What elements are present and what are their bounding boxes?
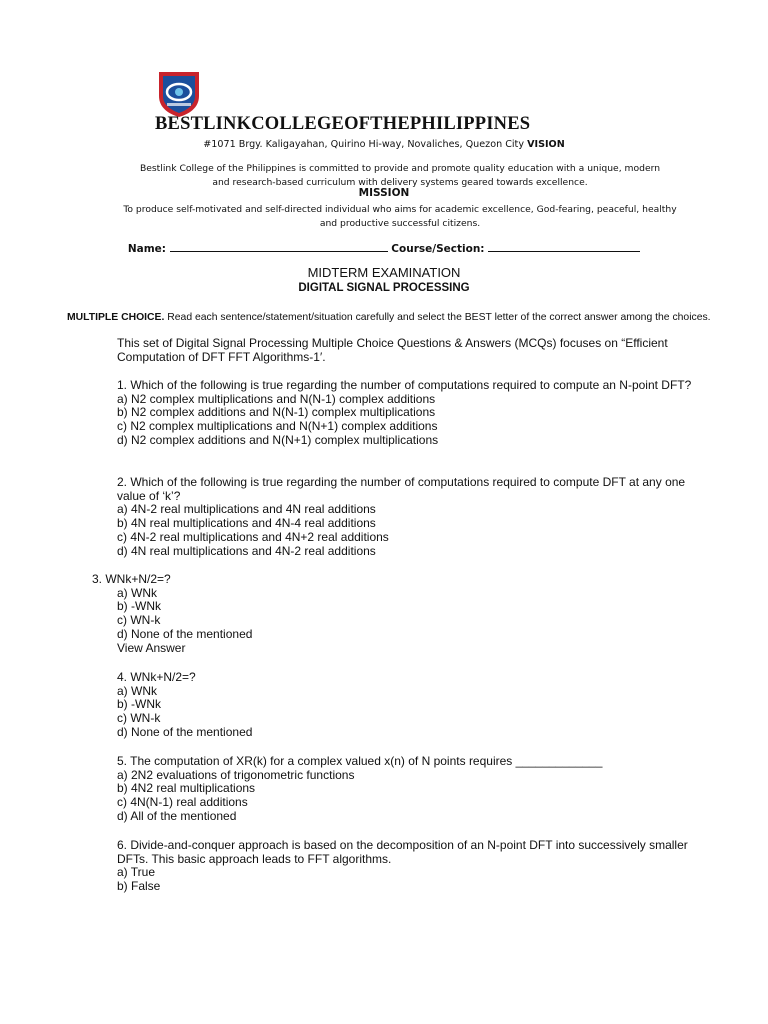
question-6 [117,839,697,894]
question-2 [117,476,697,558]
option-b[interactable]: b) -WNk [117,697,161,712]
option-a[interactable]: a) True [117,865,156,880]
option-d[interactable]: d) All of the mentioned [117,808,237,823]
option-c[interactable]: c) 4N-2 real multiplications and 4N+2 real additions [117,529,389,544]
option-d[interactable]: d) None of the mentioned [117,724,253,739]
address-text: #1071 Brgy. Kaligayahan, Quirino Hi-way, Novaliches, Quezon City [203,139,525,150]
question-text: 6. Divide-and-conquer approach is based on the decomposition of an N-point DFT into successively smaller DFTs. This basic approach leads to FFT algorithms. [117,838,688,866]
instructions [67,312,717,325]
question-4 [117,671,697,740]
intro-text: This set of Digital Signal Processing Multiple Choice Questions & Answers (MCQs) focuses on “Efficient Computation of DFT FFT Algorithms-1′. [117,336,668,364]
exam-subject: DIGITAL SIGNAL PROCESSING [298,282,470,294]
name-course-line [0,240,768,255]
option-c[interactable]: c) 4N(N-1) real additions [117,795,248,810]
option-d[interactable]: d) None of the mentioned [117,626,253,641]
option-b[interactable]: b) -WNk [117,599,161,614]
option-b[interactable]: b) False [117,879,161,894]
option-b[interactable]: b) 4N2 real multiplications [117,781,256,796]
option-b[interactable]: b) N2 complex additions and N(N-1) complex multiplications [117,405,436,420]
option-d[interactable]: d) N2 complex additions and N(N+1) complex multiplications [117,432,439,447]
option-c[interactable]: c) WN-k [117,711,161,726]
name-blank[interactable] [170,240,388,252]
option-d[interactable]: d) 4N real multiplications and 4N-2 real additions [117,543,376,558]
college-logo-icon [155,70,203,118]
vision-label: VISION [527,139,565,150]
mission-label: MISSION [358,187,410,199]
instructions-label: MULTIPLE CHOICE. [67,312,165,323]
course-blank[interactable] [488,240,640,252]
exam-title: MIDTERM EXAMINATION [307,265,461,280]
mission-text: To produce self-motivated and self-directed individual who aims for academic excellence, God-fearing, peaceful, healthy and productive successful citizens. [123,204,677,229]
question-text: 2. Which of the following is true regarding the number of computations required to compute DFT at any one value of ‘k’? [117,475,686,503]
option-a[interactable]: a) WNk [117,585,157,600]
school-name: BESTLINKCOLLEGEOFTHEPHILIPPINES [155,114,531,134]
option-c[interactable]: c) WN-k [117,613,161,628]
option-a[interactable]: a) N2 complex multiplications and N(N-1) complex additions [117,391,436,406]
view-answer-link[interactable]: View Answer [117,640,186,655]
school-address [0,139,768,150]
option-b[interactable]: b) 4N real multiplications and 4N-4 real additions [117,516,376,531]
option-a[interactable]: a) 2N2 evaluations of trigonometric functions [117,767,355,782]
question-text: 5. The computation of XR(k) for a complex valued x(n) of N points requires _____________ [117,754,603,768]
option-c[interactable]: c) N2 complex multiplications and N(N+1) complex additions [117,419,438,434]
question-1 [117,379,697,448]
name-label: Name: [127,243,166,255]
question-text: 1. Which of the following is true regarding the number of computations required to compute an N-point DFT? [117,378,692,392]
option-a[interactable]: a) 4N-2 real multiplications and 4N real additions [117,502,376,517]
course-label: Course/Section: [391,243,485,255]
question-text: 4. WNk+N/2=? [117,670,196,684]
option-a[interactable]: a) WNk [117,683,157,698]
vision-text: Bestlink College of the Philippines is committed to provide and promote quality education with a unique, modern and research-based curriculum with delivery systems geared towards excellence. [139,163,661,188]
instructions-text: Read each sentence/statement/situation carefully and select the BEST letter of the correct answer among the choices. [164,312,711,323]
question-text: 3. WNk+N/2=? [92,572,171,586]
question-5 [117,755,717,824]
question-3 [92,573,672,655]
